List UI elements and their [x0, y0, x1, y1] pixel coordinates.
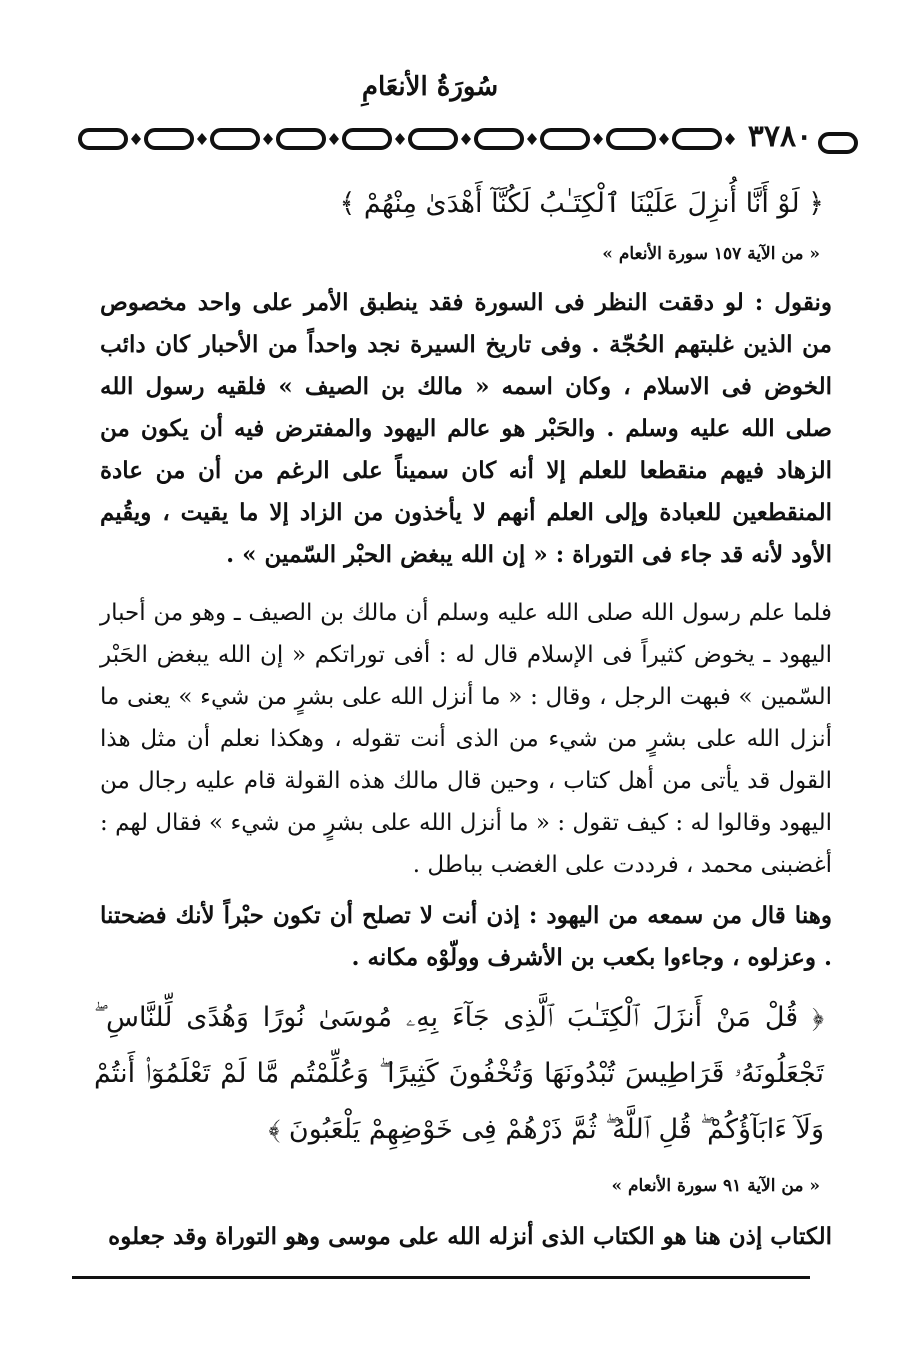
ornamental-chain-rule	[60, 118, 860, 164]
sura-title: سُورَةُ الأنعَامِ	[361, 72, 499, 102]
verse-citation-1: « من الآية ١٥٧ سورة الأنعام »	[602, 244, 820, 264]
quran-verse-2: ﴿ قُلْ مَنْ أَنزَلَ ٱلْكِتَـٰبَ ٱلَّذِى جَآءَ بِهِۦ مُوسَىٰ نُورًا وَهُدًى لِّلنَّاسِ ۖ تَجْعَلُونَهُۥ قَرَاطِيسَ تُبْدُونَهَا وَتُخْفُونَ كَثِيرًا ۖ وَعُلِّمْتُم مَّا لَمْ تَعْلَمُوٓا۟ أَنتُمْ وَلَآ ءَابَآؤُكُمْ ۖ قُلِ ٱللَّهُ ۖ ثُمَّ ذَرْهُمْ فِى خَوْضِهِمْ يَلْعَبُونَ ﴾	[94, 1002, 824, 1145]
paragraph-1: ونقول : لو دققت النظر فى السورة فقد ينطبق الأمر على واحد مخصوص من الذين غلبتهم الحُجّة . وفى تاريخ السيرة نجد واحداً من الأحبار كان دائب الخوض فى الاسلام ، وكان اسمه « مالك بن الصيف » فلقيه رسول الله صلى الله عليه وسلم . والحَبْر هو عالم اليهود والمفترض فيه أن يكون من الزهاد فيهم منقطعا للعلم إلا أنه كان سميناً على الرغم من أن من عادة المنقطعين للعبادة وإلى العلم أنهم لا يأخذون من الزاد إلا ما يقيت ، ويقُيم الأود لأنه قد جاء فى التوراة : « إن الله يبغض الحبْر السّمين » .	[100, 289, 832, 568]
footer-rule	[72, 1276, 810, 1279]
paragraph-3: وهنا قال من سمعه من اليهود : إذن أنت لا تصلح أن تكون حبْراً لأنك فضحتنا . وعزلوه ، وجاءوا بكعب بن الأشرف وولّوْه مكانه .	[100, 902, 832, 971]
verse-citation-2: « من الآية ٩١ سورة الأنعام »	[611, 1176, 820, 1196]
paragraph-4: الكتاب إذن هنا هو الكتاب الذى أنزله الله على موسى وهو التوراة وقد جعلوه	[108, 1223, 832, 1250]
quran-verse-1: ﴿ لَوْ أَنَّا أُنزِلَ عَلَيْنَا ٱلْكِتَـٰبُ لَكُنَّآ أَهْدَىٰ مِنْهُمْ ﴾	[339, 188, 824, 219]
paragraph-2: فلما علم رسول الله صلى الله عليه وسلم أن مالك بن الصيف ـ وهو من أحبار اليهود ـ يخوض كثيراً فى الإسلام قال له : أفى توراتكم « إن الله يبغض الحَبْر السّمين » فبهت الرجل ، وقال : « ما أنزل الله على بشرٍ من شيء » يعنى ما أنزل الله على بشرٍ من شيء من الذى أنت تقوله ، وهكذا نعلم أن مثل هذا القول قد يأتى من أهل كتاب ، وحين قال مالك هذه القولة قام عليه رجال من اليهود وقالوا له : كيف تقول : « ما أنزل الله على بشرٍ من شيء » فقال لهم : أغضبنى محمد ، فرددت على الغضب بباطل .	[100, 600, 832, 878]
page-number: ٣٧٨٠	[742, 120, 818, 154]
